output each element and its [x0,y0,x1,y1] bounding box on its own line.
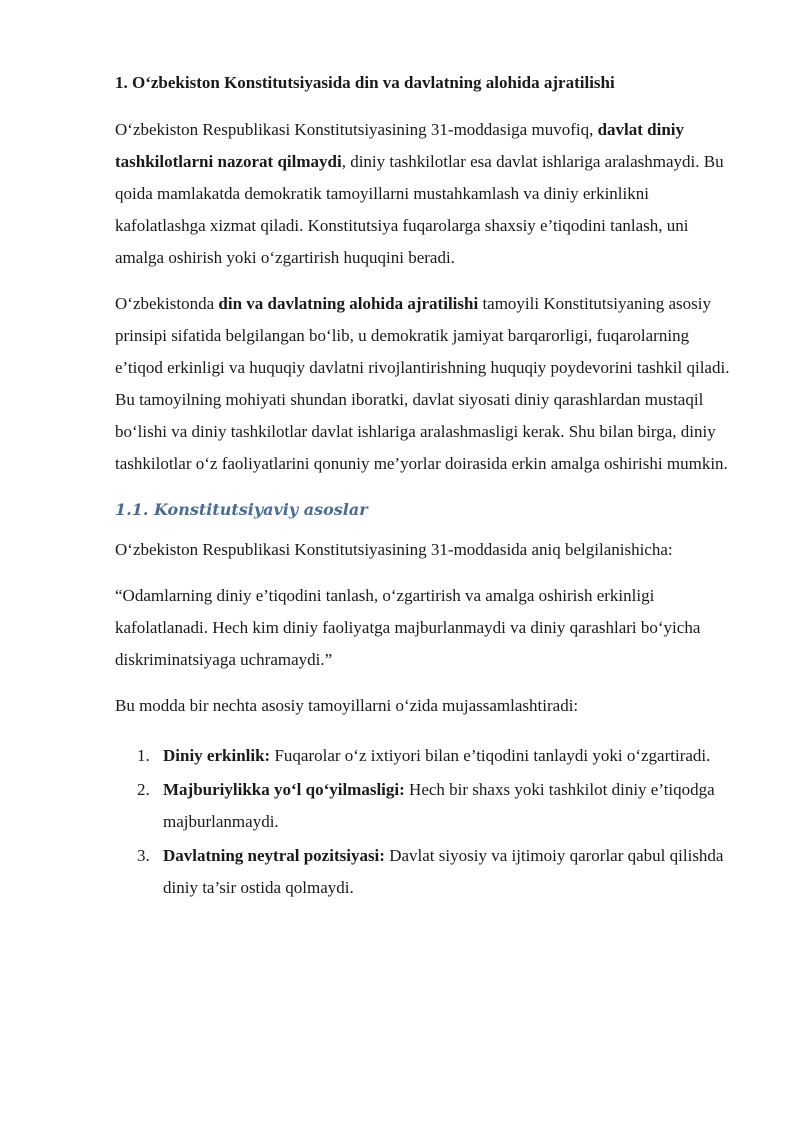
list-item-term: Majburiylikka yo‘l qo‘yilmasligi: [163,780,405,799]
paragraph-text: O‘zbekiston Respublikasi Konstitutsiyasining 31-moddasiga muvofiq, [115,120,598,139]
paragraph-bold-text: din va davlatning alohida ajratilishi [218,294,479,313]
document-page [115,70,735,906]
article-quote: “Odamlarning diniy e’tiqodini tanlash, o‘zgartirish va amalga oshirish erkinligi kafolatlanadi. Hech kim diniy faoliyatga majburlanmaydi va diniy qarashlari bo‘yicha diskriminatsiyaga uchramaydi.” [115,586,701,669]
subsection-title: 1.1. Konstitutsiyaviy asoslar [115,500,368,519]
list-item-term: Davlatning neytral pozitsiyasi: [163,846,385,865]
paragraph-separation-principle [115,288,735,480]
paragraph-text: , diniy tashkilotlar esa davlat ishlariga aralashmaydi. Bu qoida mamlakatda demokratik tamoyillarni mustahkamlash va diniy erkinlikni kafolatlashga xizmat qiladi. Konstitutsiya fuqarolarga shaxsiy e’tiqodini tanlash, uni amalga oshirish yoki o‘zgartirish huquqini beradi. [115,152,724,267]
paragraph-text: tamoyili Konstitutsiyaning asosiy prinsipi sifatida belgilangan bo‘lib, u demokratik jamiyat barqarorligi, fuqarolarning e’tiqod erkinligi va huquqiy davlatni rivojlantirishning huquqiy poydevorini tashkil qiladi. Bu tamoyilning mohiyati shundan iboratki, davlat siyosati diniy qarashlardan mustaqil bo‘lishi va diniy tashkilotlar davlat ishlariga aralashmasligi kerak. Shu bilan birga, diniy tashkilotlar o‘z faoliyatlarini qonuniy me’yorlar doirasida erkin amalga oshirishi mumkin. [115,294,730,473]
list-item [115,774,735,838]
list-item [115,740,735,772]
paragraph-text: O‘zbekistonda [115,294,219,313]
paragraph-principles-intro: Bu modda bir nechta asosiy tamoyillarni o‘zida mujassamlashtiradi: [115,696,579,715]
section-title: 1. O‘zbekiston Konstitutsiyasida din va davlatning alohida ajratilishi [115,73,615,92]
paragraph-article-intro: O‘zbekiston Respublikasi Konstitutsiyasining 31-moddasida aniq belgilanishicha: [115,540,673,559]
principles-list [115,740,735,904]
list-item-number: 2. [137,780,150,799]
list-item-text: Hech bir shaxs yoki tashkilot diniy e’tiqodga majburlanmaydi. [163,780,715,831]
list-item [115,840,735,904]
list-item-text: Davlat siyosiy va ijtimoiy qarorlar qabul qilishda diniy ta’sir ostida qolmaydi. [163,846,724,897]
list-item-number: 3. [137,846,150,865]
list-item-number: 1. [137,746,150,765]
list-item-text: Fuqarolar o‘z ixtiyori bilan e’tiqodini tanlaydi yoki o‘zgartiradi. [270,746,711,765]
paragraph-constitution-article-31 [115,114,735,274]
list-item-term: Diniy erkinlik: [163,746,271,765]
paragraph-bold-text: davlat diniy tashkilotlarni nazorat qilmaydi [115,120,685,171]
